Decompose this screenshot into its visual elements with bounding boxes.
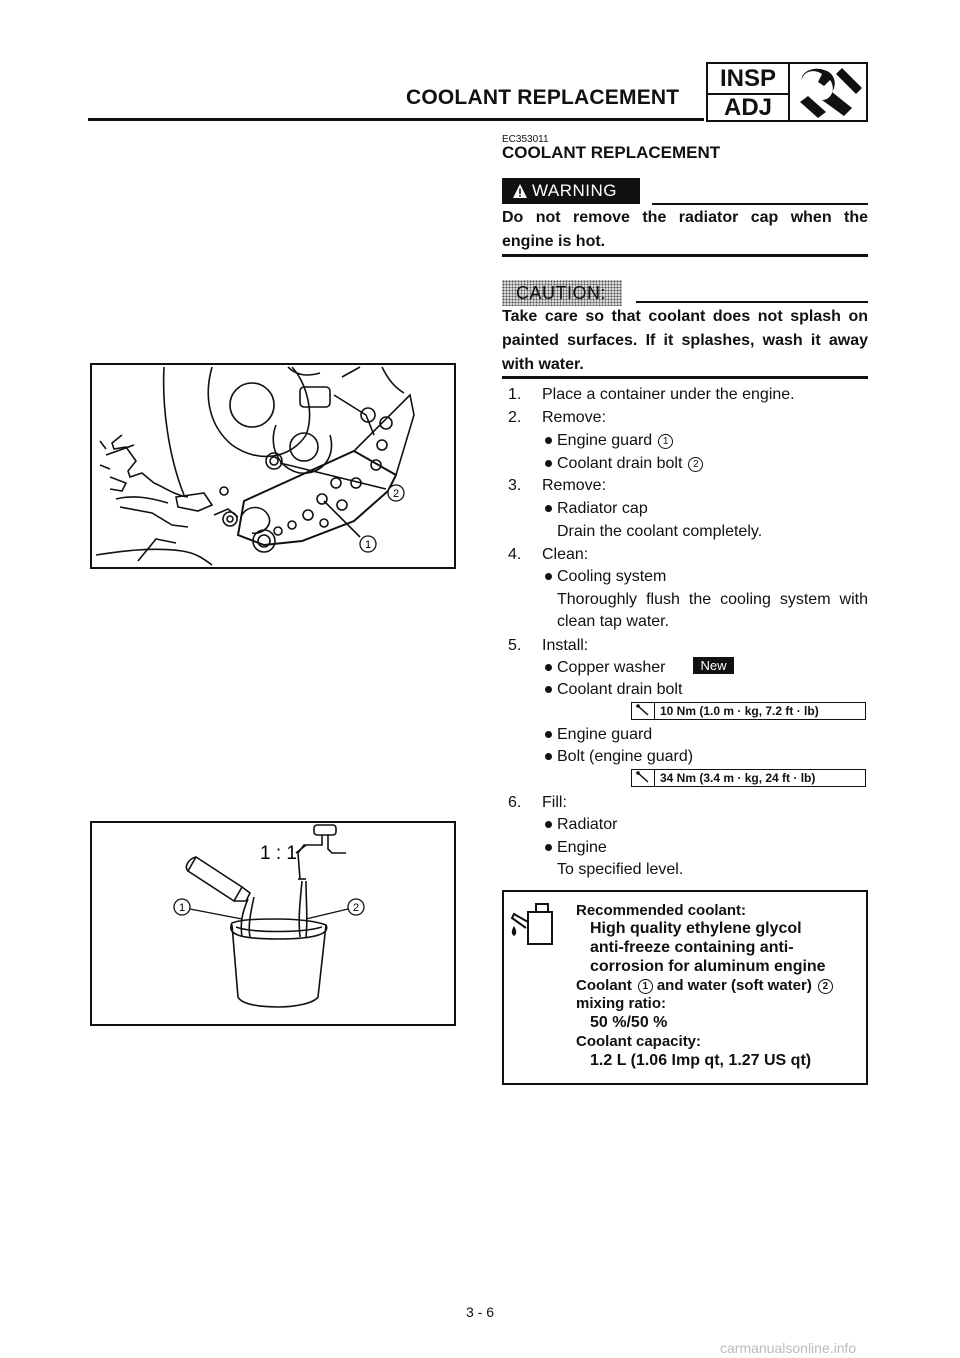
- spec-cap-label: Coolant capacity:: [576, 1033, 702, 1050]
- spec-rec-line2: anti-freeze containing anti-: [590, 939, 794, 956]
- oil-can-icon: [508, 900, 560, 948]
- figure-callout-1: 1: [364, 539, 372, 551]
- torque-wrench-icon: [632, 770, 654, 785]
- step-note: Drain the coolant completely.: [557, 523, 763, 540]
- caution-badge: [502, 280, 622, 306]
- warning-label: WARNING: [532, 181, 618, 200]
- tab-insp: INSP: [708, 64, 788, 95]
- engine-guard-figure: [90, 363, 456, 569]
- coolant-mix-figure: [90, 821, 456, 1026]
- caution-end-rule: [502, 376, 868, 379]
- header-rule: [88, 118, 704, 121]
- torque-wrench-icon: [632, 703, 654, 718]
- warning-text: Do not remove the radiator cap when the engine is hot.: [502, 209, 868, 250]
- warning-rule: [652, 203, 868, 205]
- figure-callout-1: 1: [178, 902, 186, 914]
- page-header-title: COOLANT REPLACEMENT: [406, 86, 680, 109]
- spec-mix-value: 50 %/50 %: [590, 1014, 668, 1031]
- step-note: Thoroughly flush the cooling system with clean tap water.: [557, 591, 868, 630]
- tab-adj: ADJ: [723, 94, 772, 121]
- figure-callout-2: 2: [352, 902, 360, 914]
- warning-end-rule: [502, 254, 868, 257]
- mix-ratio-label: 1 : 1: [260, 843, 297, 864]
- engine-guard-illustration: [92, 365, 454, 567]
- coolant-spec-box: [502, 890, 868, 1085]
- caution-label: CAUTION:: [516, 283, 607, 303]
- caution-text: Take care so that coolant does not splash on painted surfaces. If it splashes, wash it away with water.: [502, 308, 868, 373]
- section-code: EC353011: [502, 134, 549, 145]
- figure-callout-2: 2: [392, 488, 400, 500]
- spec-cap-value: 1.2 L (1.06 Imp qt, 1.27 US qt): [590, 1052, 812, 1069]
- wrench-icon: [792, 66, 866, 120]
- spec-mix-line1: Coolant 1 and water (soft water) 2: [576, 977, 833, 994]
- warning-badge: [502, 178, 640, 204]
- section-tab: [706, 62, 868, 122]
- spec-rec-line1: High quality ethylene glycol: [590, 920, 802, 937]
- spec-mix-line2: mixing ratio:: [576, 995, 667, 1012]
- step-note: To specified level.: [557, 861, 684, 878]
- spec-rec-label: Recommended coolant:: [576, 902, 747, 919]
- page-number: 3 - 6: [465, 1304, 494, 1320]
- coolant-mix-illustration: [92, 823, 454, 1024]
- caution-rule: [636, 301, 868, 303]
- warning-triangle-icon: [512, 183, 528, 199]
- torque-spec: 34 Nm (3.4 m · kg, 24 ft · lb): [631, 769, 866, 787]
- watermark: carmanualsonline.info: [720, 1340, 857, 1356]
- section-title: COOLANT REPLACEMENT: [502, 143, 721, 162]
- spec-rec-line3: corrosion for aluminum engine: [590, 958, 826, 975]
- new-part-badge: New: [693, 657, 734, 674]
- torque-spec: 10 Nm (1.0 m · kg, 7.2 ft · lb): [631, 702, 866, 720]
